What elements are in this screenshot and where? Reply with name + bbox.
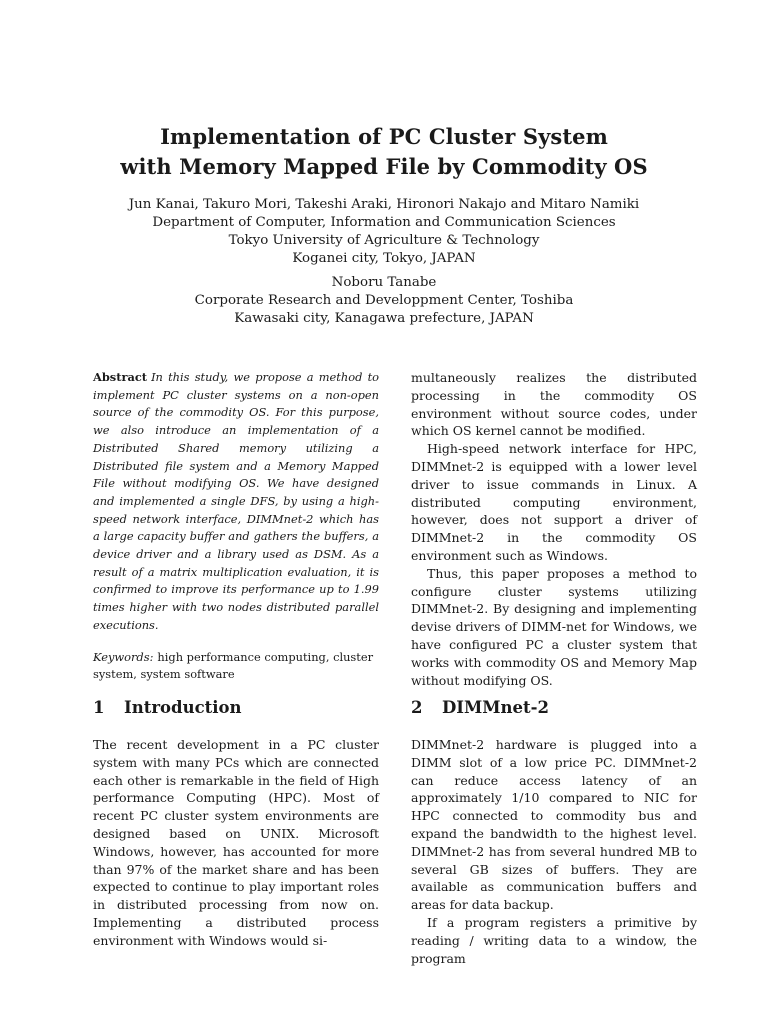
author-names: Jun Kanai, Takuro Mori, Takeshi Araki, Hironori Nakajo and Mitaro Namiki: [128, 197, 640, 212]
title-line-2: with Memory Mapped File by Commodity OS: [120, 154, 648, 179]
author-block: [0, 196, 768, 328]
second-author-location: Kawasaki city, Kanagawa prefecture, JAPAN: [234, 311, 534, 326]
introduction-paragraph: The recent development in a PC cluster system with many PCs which are connected each other is remarkable in the field of High performance Computing (HPC). Most of recent PC cluster system environments are designed based on UNIX. Microsoft Windows, however, has accounted for more than 97% of the market share and has been expected to continue to play important roles in distributed processing from now on. Implementing a distributed process environment with Windows would si-: [93, 737, 379, 948]
title-line-1: Implementation of PC Cluster System: [160, 124, 608, 149]
section-1-title: Introduction: [124, 698, 242, 717]
section-2-body: [411, 736, 697, 967]
right-column-top: [411, 369, 697, 689]
abstract: [93, 369, 379, 635]
dimmnet-driver-paragraph: High-speed network interface for HPC, DIMMnet-2 is equipped with a lower level driver to issue commands in Linux. A distributed computing environment, however, does not support a driver of DIMMnet-2 in the commodity OS environment such as Windows.: [411, 441, 697, 563]
author-department: Department of Computer, Information and Communication Sciences: [152, 215, 616, 230]
abstract-label: Abstract: [93, 370, 148, 384]
section-1-number: 1: [93, 698, 105, 717]
section-1-body: [93, 736, 379, 950]
abstract-text: In this study, we propose a method to implement PC cluster systems on a non-open source of the commodity OS. For this purpose, we also introduce an implementation of a Distributed Shared memory utilizing a Distributed file system and a Memory Mapped File without modifying OS. We have designed and implemented a single DFS, by using a high-speed network interface, DIMMnet-2 which has a large capacity buffer and gathers the buffers, a device driver and a library used as DSM. As a result of a matrix multiplication evaluation, it is confirmed to improve its performance up to 1.99 times higher with two nodes distributed parallel executions.: [93, 370, 379, 632]
second-author-organization: Corporate Research and Developpment Center, Toshiba: [194, 293, 574, 308]
section-2-title: DIMMnet-2: [442, 698, 550, 717]
keywords: [93, 649, 379, 684]
author-university: Tokyo University of Agriculture & Technology: [228, 233, 540, 248]
keywords-text: high performance computing, cluster system, system software: [93, 649, 374, 682]
proposal-paragraph: Thus, this paper proposes a method to configure cluster systems utilizing DIMMnet-2. By designing and implementing devise drivers of DIMM-net for Windows, we have configured PC a cluster system that works with commodity OS and Memory Map without modifying OS.: [411, 565, 697, 688]
paper-title: [0, 122, 768, 182]
dimmnet-hardware-paragraph: DIMMnet-2 hardware is plugged into a DIMM slot of a low price PC. DIMMnet-2 can reduce access latency of an approximately 1/10 compared to NIC for HPC connected to commodity bus and expand the bandwidth to the highest level. DIMMnet-2 has from several hundred MB to several GB sizes of buffers. They are available as communication buffers and areas for data backup.: [411, 737, 697, 913]
section-1-heading: [93, 698, 242, 717]
intro-continuation-paragraph: multaneously realizes the distributed processing in the commodity OS environment without source codes, under which OS kernel cannot be modified.: [411, 370, 697, 439]
second-author-name: Noboru Tanabe: [331, 275, 437, 290]
left-column-top: [93, 369, 379, 684]
dimmnet-primitive-paragraph: If a program registers a primitive by reading / writing data to a window, the program: [411, 914, 697, 966]
author-location: Koganei city, Tokyo, JAPAN: [292, 251, 476, 266]
section-2-heading: [411, 698, 549, 717]
section-2-number: 2: [411, 698, 423, 717]
keywords-label: Keywords:: [93, 649, 154, 664]
